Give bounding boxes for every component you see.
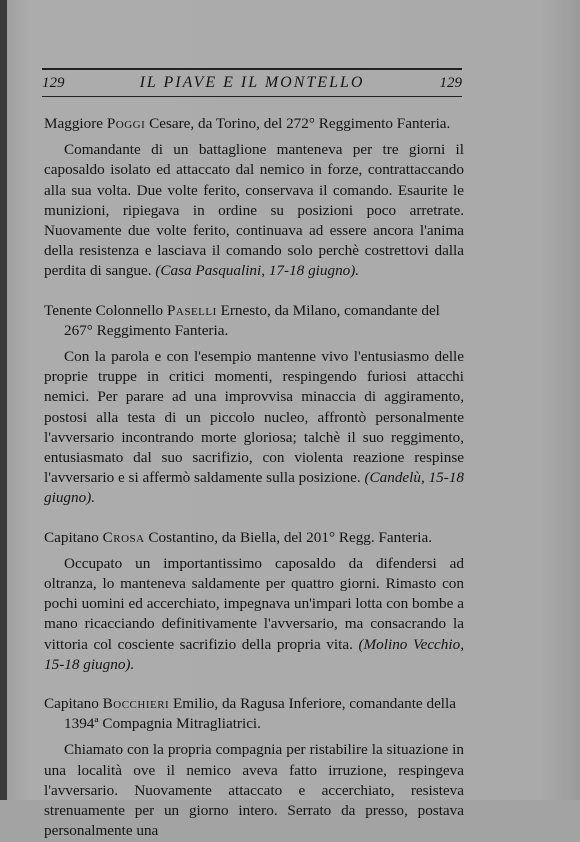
entry-citation: (Casa Pasqualini, 17-18 giugno). [155, 262, 360, 280]
page-number-right: 129 [439, 75, 462, 91]
page-number-left: 129 [42, 75, 65, 91]
page-text [44, 114, 464, 842]
entry-body [44, 347, 464, 509]
entry-details: Cesare, da Torino, del 272° Reggimento Fanteria. [149, 115, 451, 132]
entry-rank: Capitano [44, 528, 99, 546]
citation-entry [44, 694, 464, 841]
entry-body-text: Occupato un importantissimo caposaldo da difendersi ad oltranza, lo manteneva saldamente per quattro giorni. Rimasto con pochi uomini ed accerchiato, impegnava un'impari lotta con bombe a mano ricacciando definitivamente l'avversario, ma consacrando la vittoria col cosciente sacrifizio della propria vita. [44, 554, 464, 653]
entry-heading [44, 694, 464, 734]
entry-body-text: Chiamato con la propria compagnia per ristabilire la situazione in una località ove il nemico aveva fatto irruzione, respingeva l'avversario. Nuovamente attaccato e accerchiato, resisteva strenuamente per un giorno intero. Serrato da presso, postava personalmente una [44, 741, 464, 840]
entry-citation: (Molino Vecchio, 15-18 giugno). [44, 635, 465, 673]
entry-body [44, 140, 464, 281]
entry-surname: Paselli [166, 301, 217, 319]
entry-body [44, 554, 464, 675]
entry-heading [44, 528, 464, 548]
header-rule-bottom [42, 96, 462, 97]
entry-surname: Bocchieri [102, 695, 170, 713]
running-header [42, 72, 462, 94]
entry-body-text: Comandante di un battaglione manteneva per tre giorni il caposaldo isolato ed attaccato dal nemico in forze, contrattaccando alla sua volta. Due volte ferito, conservava il comando. Esaurite le munizioni, ripiegava in ordine su posizioni poco arretrate. Nuovamente due volte ferito, continuava ad essere ancora l'anima della resistenza e lasciava il comando solo perchè costrettovi dalla perdita di sangue. [44, 141, 464, 280]
entry-details: Ernesto, da Milano, comandante del [220, 301, 440, 319]
citation-entry [44, 301, 464, 509]
entry-rank: Capitano [44, 695, 99, 713]
entry-heading [44, 301, 464, 341]
header-rule-top [42, 68, 462, 70]
entry-details-continued: 1394ª Compagnia Mitragliatrici. [64, 715, 261, 733]
entry-surname: Poggi [106, 115, 146, 132]
citation-entry [44, 528, 464, 675]
citation-entry [44, 114, 464, 282]
entry-details: Emilio, da Ragusa Inferiore, comandante della [173, 695, 456, 713]
entry-details: Costantino, da Biella, del 201° Regg. Fanteria. [148, 528, 433, 546]
entry-citation: (Candelù, 15-18 giugno). [44, 469, 465, 507]
page-spine-shadow [0, 0, 7, 800]
running-title: IL PIAVE E IL MONTELLO [139, 74, 365, 91]
entry-rank: Tenente Colonnello [44, 301, 164, 319]
entry-body [44, 740, 464, 841]
entry-heading [44, 114, 464, 134]
entry-details-continued: 267° Reggimento Fanteria. [64, 321, 229, 339]
entry-surname: Crosa [102, 528, 145, 546]
entry-body-text: Con la parola e con l'esempio mantenne vivo l'entusiasmo delle proprie truppe in critici momenti, respingendo furiosi attacchi nemici. Per parare ad una improvvisa minaccia di aggiramento, postosi alla testa di un piccolo nucleo, affrontò personalmente l'avversario incontrando morte gloriosa; talchè il suo reggimento, entusiasmato dal suo sacrifizio, con violenta reazione respinse l'avversario e si affermò saldamente sulla posizione. [44, 348, 464, 487]
entry-rank: Maggiore [44, 115, 104, 132]
